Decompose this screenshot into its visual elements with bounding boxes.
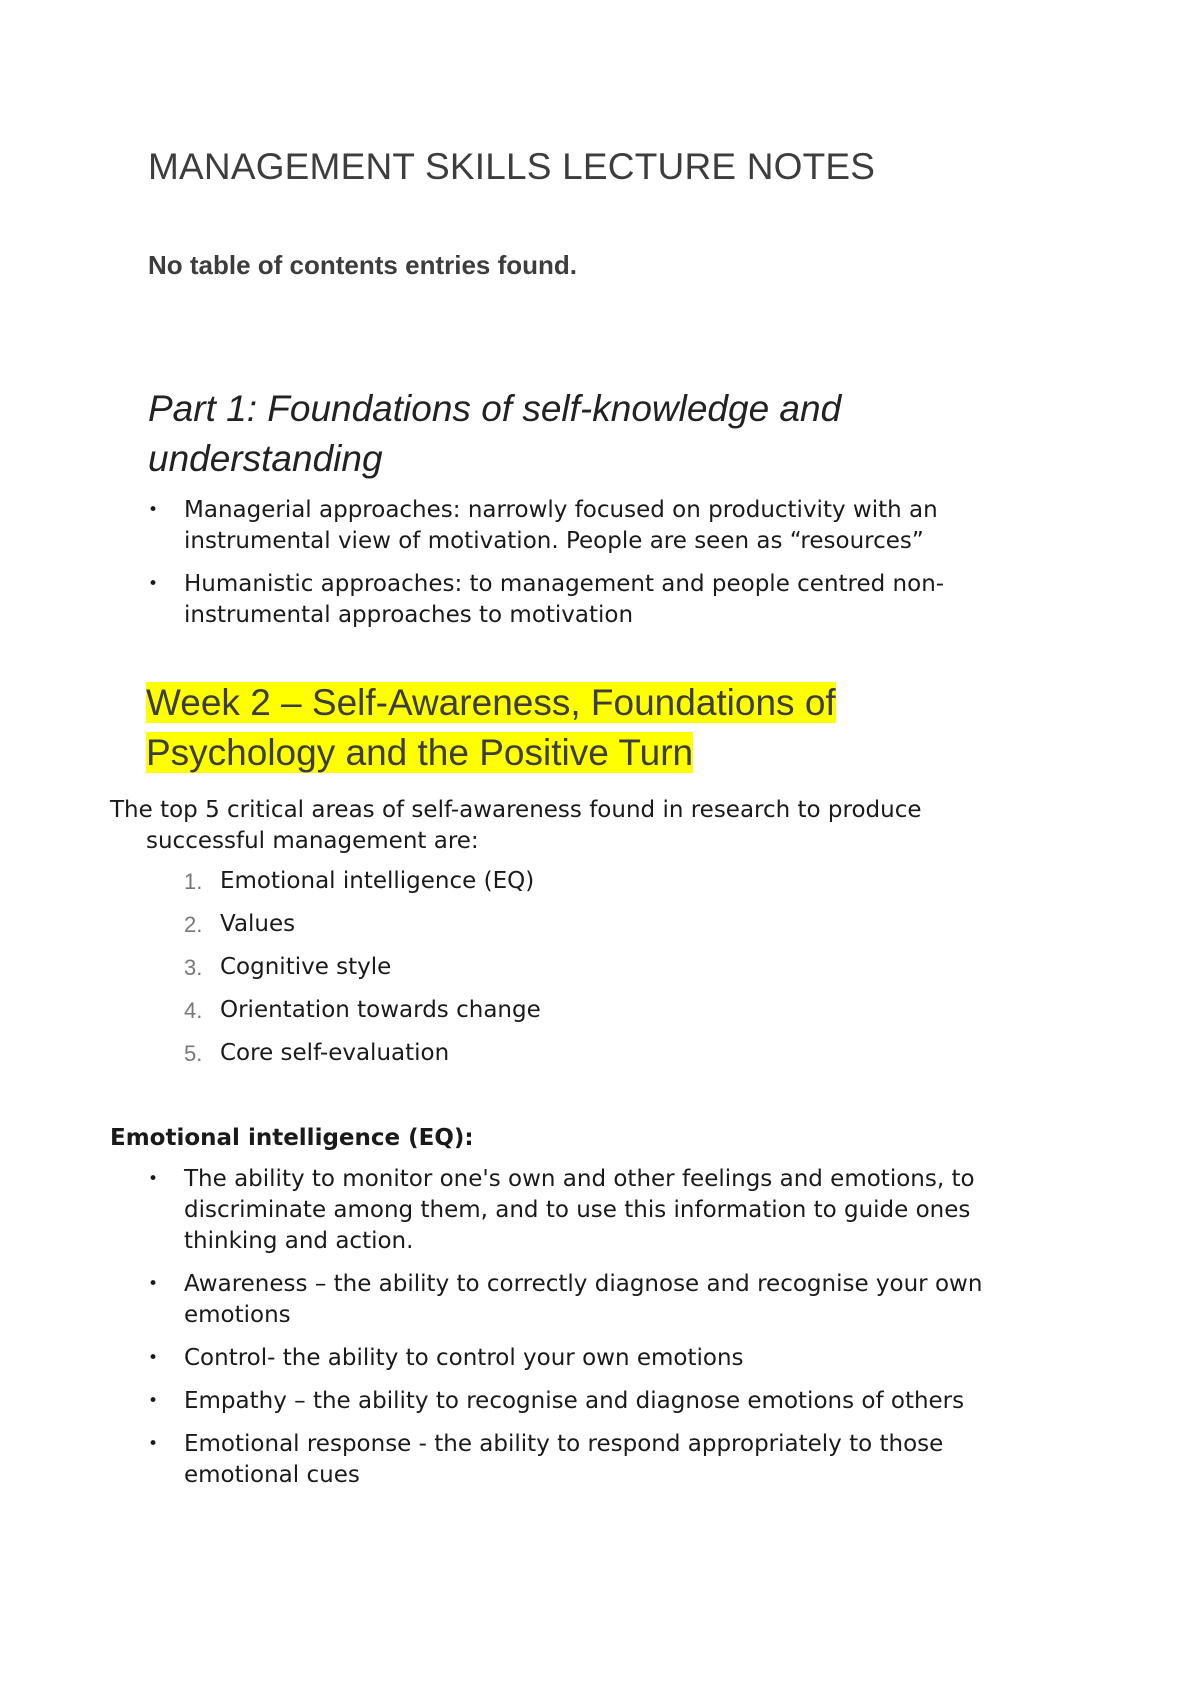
list-item xyxy=(148,1386,1028,1417)
bullet-icon: • xyxy=(148,1274,159,1294)
toc-placeholder-note: No table of contents entries found. xyxy=(148,250,578,280)
list-item-text: Cognitive style xyxy=(220,954,392,980)
list-item-text: Orientation towards change xyxy=(220,997,541,1023)
list-item xyxy=(148,1343,1028,1374)
list-number: 5. xyxy=(184,1041,203,1066)
list-item xyxy=(148,569,1008,631)
eq-bullet-list xyxy=(148,1164,1028,1503)
numbered-list-item xyxy=(180,1038,541,1069)
list-item-text: Humanistic approaches: to management and people centred non-instrumental approaches to motivation xyxy=(184,571,945,628)
list-item-text: Empathy – the ability to recognise and diagnose emotions of others xyxy=(184,1388,965,1414)
part1-heading: Part 1: Foundations of self-knowledge and understanding xyxy=(148,388,842,479)
list-item xyxy=(148,1269,1028,1331)
part1-bullet-list xyxy=(148,495,1008,643)
document-title: MANAGEMENT SKILLS LECTURE NOTES xyxy=(148,146,876,187)
bullet-icon: • xyxy=(148,574,159,594)
bullet-icon: • xyxy=(148,1434,159,1454)
list-item-text: Managerial approaches: narrowly focused on productivity with an instrumental view of motivation. People are seen as “resources” xyxy=(184,497,938,554)
list-item xyxy=(148,1429,1028,1491)
list-item-text: Values xyxy=(220,911,296,937)
bullet-icon: • xyxy=(148,1391,159,1411)
list-item-text: The ability to monitor one's own and other feelings and emotions, to discriminate among them, and to use this information to guide ones thinking and action. xyxy=(184,1166,975,1254)
list-number: 4. xyxy=(184,998,203,1023)
highlighted-heading-text: Week 2 – Self-Awareness, Foundations of Psychology and the Positive Turn xyxy=(146,682,836,773)
week2-heading xyxy=(146,678,946,778)
numbered-list-item xyxy=(180,995,541,1026)
list-number: 1. xyxy=(184,869,203,894)
eq-section-heading: Emotional intelligence (EQ): xyxy=(110,1125,474,1151)
list-item-text: Control- the ability to control your own emotions xyxy=(184,1345,744,1371)
bullet-icon: • xyxy=(148,500,159,520)
self-awareness-areas-list xyxy=(180,866,541,1081)
bullet-icon: • xyxy=(148,1169,159,1189)
list-item-text: Core self-evaluation xyxy=(220,1040,450,1066)
numbered-list-item xyxy=(180,909,541,940)
list-item xyxy=(148,1164,1028,1257)
list-item-text: Awareness – the ability to correctly diagnose and recognise your own emotions xyxy=(184,1271,983,1328)
list-item-text: Emotional intelligence (EQ) xyxy=(220,868,535,894)
list-number: 3. xyxy=(184,955,203,980)
week2-intro-paragraph: The top 5 critical areas of self-awareness found in research to produce successful management are: xyxy=(110,797,922,854)
list-item-text: Emotional response - the ability to respond appropriately to those emotional cues xyxy=(184,1431,944,1488)
numbered-list-item xyxy=(180,952,541,983)
bullet-icon: • xyxy=(148,1348,159,1368)
list-item xyxy=(148,495,1008,557)
list-number: 2. xyxy=(184,912,203,937)
numbered-list-item xyxy=(180,866,541,897)
